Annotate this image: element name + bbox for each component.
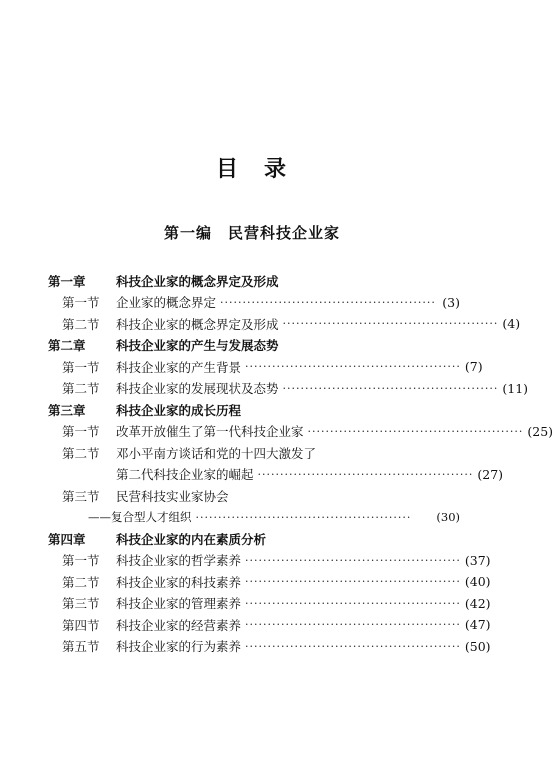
chapter-title: 科技企业家的内在素质分析	[116, 531, 267, 547]
section-number: 第一节	[62, 295, 100, 311]
dot-leader: ················································	[245, 596, 461, 610]
toc-section[interactable]	[48, 550, 491, 572]
section-title-continuation: 第二代科技企业家的崛起	[116, 467, 254, 483]
dot-leader: ················································	[245, 618, 461, 632]
section-title: 邓小平南方谈话和党的十四大激发了	[116, 445, 317, 461]
section-number: 第三节	[62, 596, 100, 612]
dot-leader: ················································	[257, 467, 474, 481]
section-title: 民营科技实业家协会	[116, 488, 229, 504]
dot-leader: ················································	[195, 510, 412, 524]
page-number: (47)	[464, 617, 491, 633]
dot-leader: ················································	[307, 424, 524, 438]
chapter-title: 科技企业家的产生与发展态势	[116, 338, 279, 354]
chapter-number: 第一章	[48, 273, 86, 289]
section-number: 第一节	[62, 359, 100, 375]
chapter-number: 第二章	[48, 338, 86, 354]
chapter-title: 科技企业家的成长历程	[116, 402, 242, 418]
part-heading: 第一编 民营科技企业家	[163, 224, 340, 242]
page-number: (7)	[464, 359, 483, 375]
page-title: 目 录	[215, 156, 288, 182]
dot-leader: ················································	[245, 575, 461, 589]
toc-continuation[interactable]	[48, 464, 504, 486]
toc-section[interactable]	[48, 614, 491, 636]
page-number: (11)	[502, 380, 529, 396]
dot-leader: ················································	[282, 317, 499, 331]
table-of-contents	[48, 270, 553, 657]
dot-leader: ················································	[245, 360, 461, 374]
page-number: (25)	[527, 423, 553, 439]
toc-chapter[interactable]	[48, 270, 460, 292]
section-title: 科技企业家的产生背景	[116, 359, 242, 375]
toc-subtitle[interactable]	[48, 507, 460, 529]
page-number: (50)	[464, 638, 491, 654]
toc-section[interactable]	[48, 442, 460, 464]
toc-chapter[interactable]	[48, 335, 460, 357]
toc-section[interactable]	[48, 378, 529, 400]
section-title: 科技企业家的科技素养	[116, 574, 242, 590]
section-number: 第一节	[62, 424, 100, 440]
section-number: 第一节	[62, 553, 100, 569]
toc-section[interactable]	[48, 593, 491, 615]
section-title: 科技企业家的发展现状及态势	[116, 381, 279, 397]
toc-chapter[interactable]	[48, 399, 460, 421]
toc-section[interactable]	[48, 421, 553, 443]
page-number: (27)	[477, 466, 504, 482]
section-number: 第四节	[62, 617, 100, 633]
chapter-number: 第三章	[48, 402, 86, 418]
page-number: (42)	[464, 595, 491, 611]
toc-section[interactable]	[48, 356, 483, 378]
section-title: 科技企业家的哲学素养	[116, 553, 242, 569]
dot-leader: ················································	[220, 295, 436, 309]
page-number: (37)	[464, 552, 491, 568]
page-number: (3)	[442, 294, 460, 310]
dot-leader: ················································	[245, 553, 461, 567]
dot-leader: ················································	[282, 381, 499, 395]
section-number: 第二节	[62, 316, 100, 332]
toc-section[interactable]	[48, 636, 491, 658]
section-title: 企业家的概念界定	[116, 295, 217, 311]
section-number: 第二节	[62, 381, 100, 397]
section-title: 科技企业家的经营素养	[116, 617, 242, 633]
section-title: 科技企业家的行为素养	[116, 639, 242, 655]
section-title: 改革开放催生了第一代科技企业家	[116, 424, 304, 440]
toc-section[interactable]	[48, 485, 460, 507]
chapter-title: 科技企业家的概念界定及形成	[116, 273, 279, 289]
section-number: 第二节	[62, 574, 100, 590]
section-number: 第二节	[62, 445, 100, 461]
chapter-number: 第四章	[48, 531, 86, 547]
section-subtitle: ——复合型人才组织	[88, 510, 192, 525]
toc-section[interactable]	[48, 571, 491, 593]
toc-section[interactable]	[48, 313, 521, 335]
page-number: (40)	[464, 574, 491, 590]
section-title: 科技企业家的概念界定及形成	[116, 316, 279, 332]
page-number: (30)	[436, 510, 460, 525]
section-number: 第三节	[62, 488, 100, 504]
toc-chapter[interactable]	[48, 528, 460, 550]
page-number: (4)	[502, 316, 521, 332]
dot-leader: ················································	[245, 639, 461, 653]
toc-section[interactable]	[48, 292, 460, 314]
section-number: 第五节	[62, 639, 100, 655]
section-title: 科技企业家的管理素养	[116, 596, 242, 612]
